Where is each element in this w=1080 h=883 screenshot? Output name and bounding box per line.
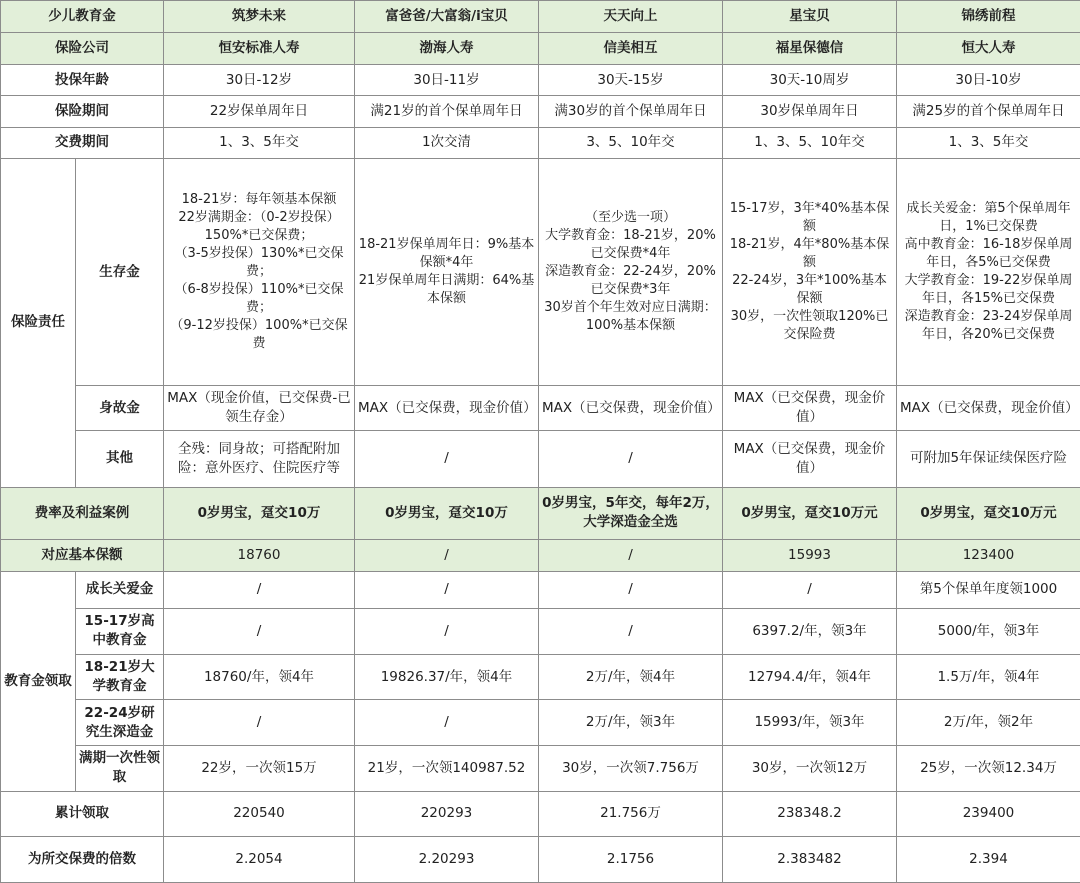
period-value: 满21岁的首个保单周年日 — [355, 96, 539, 127]
education-value: / — [164, 571, 355, 609]
education-value: 2万/年，领4年 — [539, 654, 723, 700]
multiple-value: 2.394 — [897, 837, 1080, 883]
product-name: 锦绣前程 — [897, 1, 1080, 33]
payment-value: 1、3、5年交 — [164, 127, 355, 158]
education-value: 21岁，一次领140987.52 — [355, 746, 539, 792]
education-value: / — [164, 700, 355, 746]
product-name: 星宝贝 — [723, 1, 897, 33]
period-value: 满30岁的首个保单周年日 — [539, 96, 723, 127]
case-value: 0岁男宝，趸交10万 — [355, 487, 539, 540]
education-value: 5000/年，领3年 — [897, 609, 1080, 655]
death-label: 身故金 — [76, 386, 164, 431]
case-value: 0岁男宝，趸交10万元 — [897, 487, 1080, 540]
age-label: 投保年龄 — [1, 64, 164, 95]
period-value: 满25岁的首个保单周年日 — [897, 96, 1080, 127]
survival-value: 18-21岁：每年领基本保额 22岁满期金：（0-2岁投保）150%*已交保费； （3-5岁投保）130%*已交保费； （6-8岁投保）110%*已交保费； （9-12岁投保）100%*已交保费 — [164, 159, 355, 386]
payment-value: 1、3、5年交 — [897, 127, 1080, 158]
product-name: 富爸爸/大富翁/i宝贝 — [355, 1, 539, 33]
other-value: 可附加5年保证续保医疗险 — [897, 430, 1080, 487]
company-value: 渤海人寿 — [355, 33, 539, 64]
company-value: 恒安标准人寿 — [164, 33, 355, 64]
company-value: 福星保德信 — [723, 33, 897, 64]
survival-row — [1, 159, 1080, 386]
education-value: / — [539, 571, 723, 609]
education-label: 教育金领取 — [1, 571, 76, 791]
education-value: / — [355, 571, 539, 609]
header-row-label: 少儿教育金 — [1, 1, 164, 33]
education-value: 30岁，一次领12万 — [723, 746, 897, 792]
death-value: MAX（现金价值，已交保费-已领生存金） — [164, 386, 355, 431]
company-value: 恒大人寿 — [897, 33, 1080, 64]
payment-row — [1, 127, 1080, 158]
education-value: / — [355, 609, 539, 655]
payment-value: 1、3、5、10年交 — [723, 127, 897, 158]
education-item-label: 满期一次性领取 — [76, 746, 164, 792]
period-label: 保险期间 — [1, 96, 164, 127]
case-value: 0岁男宝，5年交，每年2万，大学深造金全选 — [539, 487, 723, 540]
education-value: 19826.37/年，领4年 — [355, 654, 539, 700]
coverage-label: 保险责任 — [1, 159, 76, 487]
education-value: 2万/年，领2年 — [897, 700, 1080, 746]
payment-label: 交费期间 — [1, 127, 164, 158]
other-value: / — [355, 430, 539, 487]
age-value: 30日-11岁 — [355, 64, 539, 95]
survival-label: 生存金 — [76, 159, 164, 386]
basic-sum-value: 123400 — [897, 540, 1080, 571]
survival-value: （至少选一项） 大学教育金：18-21岁，20%已交保费*4年 深造教育金：22-24岁，20%已交保费*3年 30岁首个年生效对应日满期：100%基本保额 — [539, 159, 723, 386]
total-value: 220293 — [355, 791, 539, 837]
company-value: 信美相互 — [539, 33, 723, 64]
education-item-label: 22-24岁研究生深造金 — [76, 700, 164, 746]
multiple-value: 2.1756 — [539, 837, 723, 883]
education-row — [1, 609, 1080, 655]
other-label: 其他 — [76, 430, 164, 487]
education-row — [1, 571, 1080, 609]
education-row — [1, 654, 1080, 700]
survival-value: 成长关爱金：第5个保单周年日，1%已交保费 高中教育金：16-18岁保单周年日，各5%已交保费 大学教育金：19-22岁保单周年日，各15%已交保费 深造教育金：23-24岁保单周年日，各20%已交保费 — [897, 159, 1080, 386]
case-value: 0岁男宝，趸交10万元 — [723, 487, 897, 540]
total-value: 21.756万 — [539, 791, 723, 837]
age-row — [1, 64, 1080, 95]
total-row — [1, 791, 1080, 837]
education-item-label: 18-21岁大学教育金 — [76, 654, 164, 700]
survival-value: 15-17岁，3年*40%基本保额 18-21岁，4年*80%基本保额 22-24岁，3年*100%基本保额 30岁，一次性领取120%已交保险费 — [723, 159, 897, 386]
company-label: 保险公司 — [1, 33, 164, 64]
education-value: 25岁，一次领12.34万 — [897, 746, 1080, 792]
basic-sum-row — [1, 540, 1080, 571]
company-row — [1, 33, 1080, 64]
education-item-label: 15-17岁高中教育金 — [76, 609, 164, 655]
header-row — [1, 1, 1080, 33]
total-value: 220540 — [164, 791, 355, 837]
other-value: 全残：同身故；可搭配附加险：意外医疗、住院医疗等 — [164, 430, 355, 487]
other-row — [1, 430, 1080, 487]
basic-sum-value: 15993 — [723, 540, 897, 571]
education-value: / — [164, 609, 355, 655]
case-value: 0岁男宝，趸交10万 — [164, 487, 355, 540]
multiple-row — [1, 837, 1080, 883]
education-value: 1.5万/年，领4年 — [897, 654, 1080, 700]
payment-value: 3、5、10年交 — [539, 127, 723, 158]
multiple-value: 2.2054 — [164, 837, 355, 883]
basic-sum-value: / — [539, 540, 723, 571]
education-item-label: 成长关爱金 — [76, 571, 164, 609]
education-value: / — [355, 700, 539, 746]
education-value: 22岁，一次领15万 — [164, 746, 355, 792]
age-value: 30日-10岁 — [897, 64, 1080, 95]
other-value: / — [539, 430, 723, 487]
age-value: 30日-12岁 — [164, 64, 355, 95]
death-value: MAX（已交保费，现金价值） — [723, 386, 897, 431]
death-value: MAX（已交保费，现金价值） — [355, 386, 539, 431]
education-value: 30岁，一次领7.756万 — [539, 746, 723, 792]
period-value: 22岁保单周年日 — [164, 96, 355, 127]
education-value: 18760/年，领4年 — [164, 654, 355, 700]
education-value: 第5个保单年度领1000 — [897, 571, 1080, 609]
death-value: MAX（已交保费，现金价值） — [897, 386, 1080, 431]
basic-sum-label: 对应基本保额 — [1, 540, 164, 571]
age-value: 30天-15岁 — [539, 64, 723, 95]
education-value: / — [723, 571, 897, 609]
death-value: MAX（已交保费，现金价值） — [539, 386, 723, 431]
survival-value: 18-21岁保单周年日：9%基本保额*4年 21岁保单周年日满期：64%基本保额 — [355, 159, 539, 386]
education-value: 12794.4/年，领4年 — [723, 654, 897, 700]
case-label: 费率及利益案例 — [1, 487, 164, 540]
payment-value: 1次交清 — [355, 127, 539, 158]
education-value: 6397.2/年，领3年 — [723, 609, 897, 655]
total-value: 239400 — [897, 791, 1080, 837]
education-value: 15993/年，领3年 — [723, 700, 897, 746]
period-row — [1, 96, 1080, 127]
product-name: 筑梦未来 — [164, 1, 355, 33]
total-value: 238348.2 — [723, 791, 897, 837]
education-value: / — [539, 609, 723, 655]
period-value: 30岁保单周年日 — [723, 96, 897, 127]
age-value: 30天-10周岁 — [723, 64, 897, 95]
multiple-value: 2.383482 — [723, 837, 897, 883]
death-row — [1, 386, 1080, 431]
basic-sum-value: 18760 — [164, 540, 355, 571]
education-row — [1, 746, 1080, 792]
case-row — [1, 487, 1080, 540]
product-name: 天天向上 — [539, 1, 723, 33]
other-value: MAX（已交保费，现金价值） — [723, 430, 897, 487]
education-value: 2万/年，领3年 — [539, 700, 723, 746]
multiple-value: 2.20293 — [355, 837, 539, 883]
total-label: 累计领取 — [1, 791, 164, 837]
education-row — [1, 700, 1080, 746]
basic-sum-value: / — [355, 540, 539, 571]
multiple-label: 为所交保费的倍数 — [1, 837, 164, 883]
